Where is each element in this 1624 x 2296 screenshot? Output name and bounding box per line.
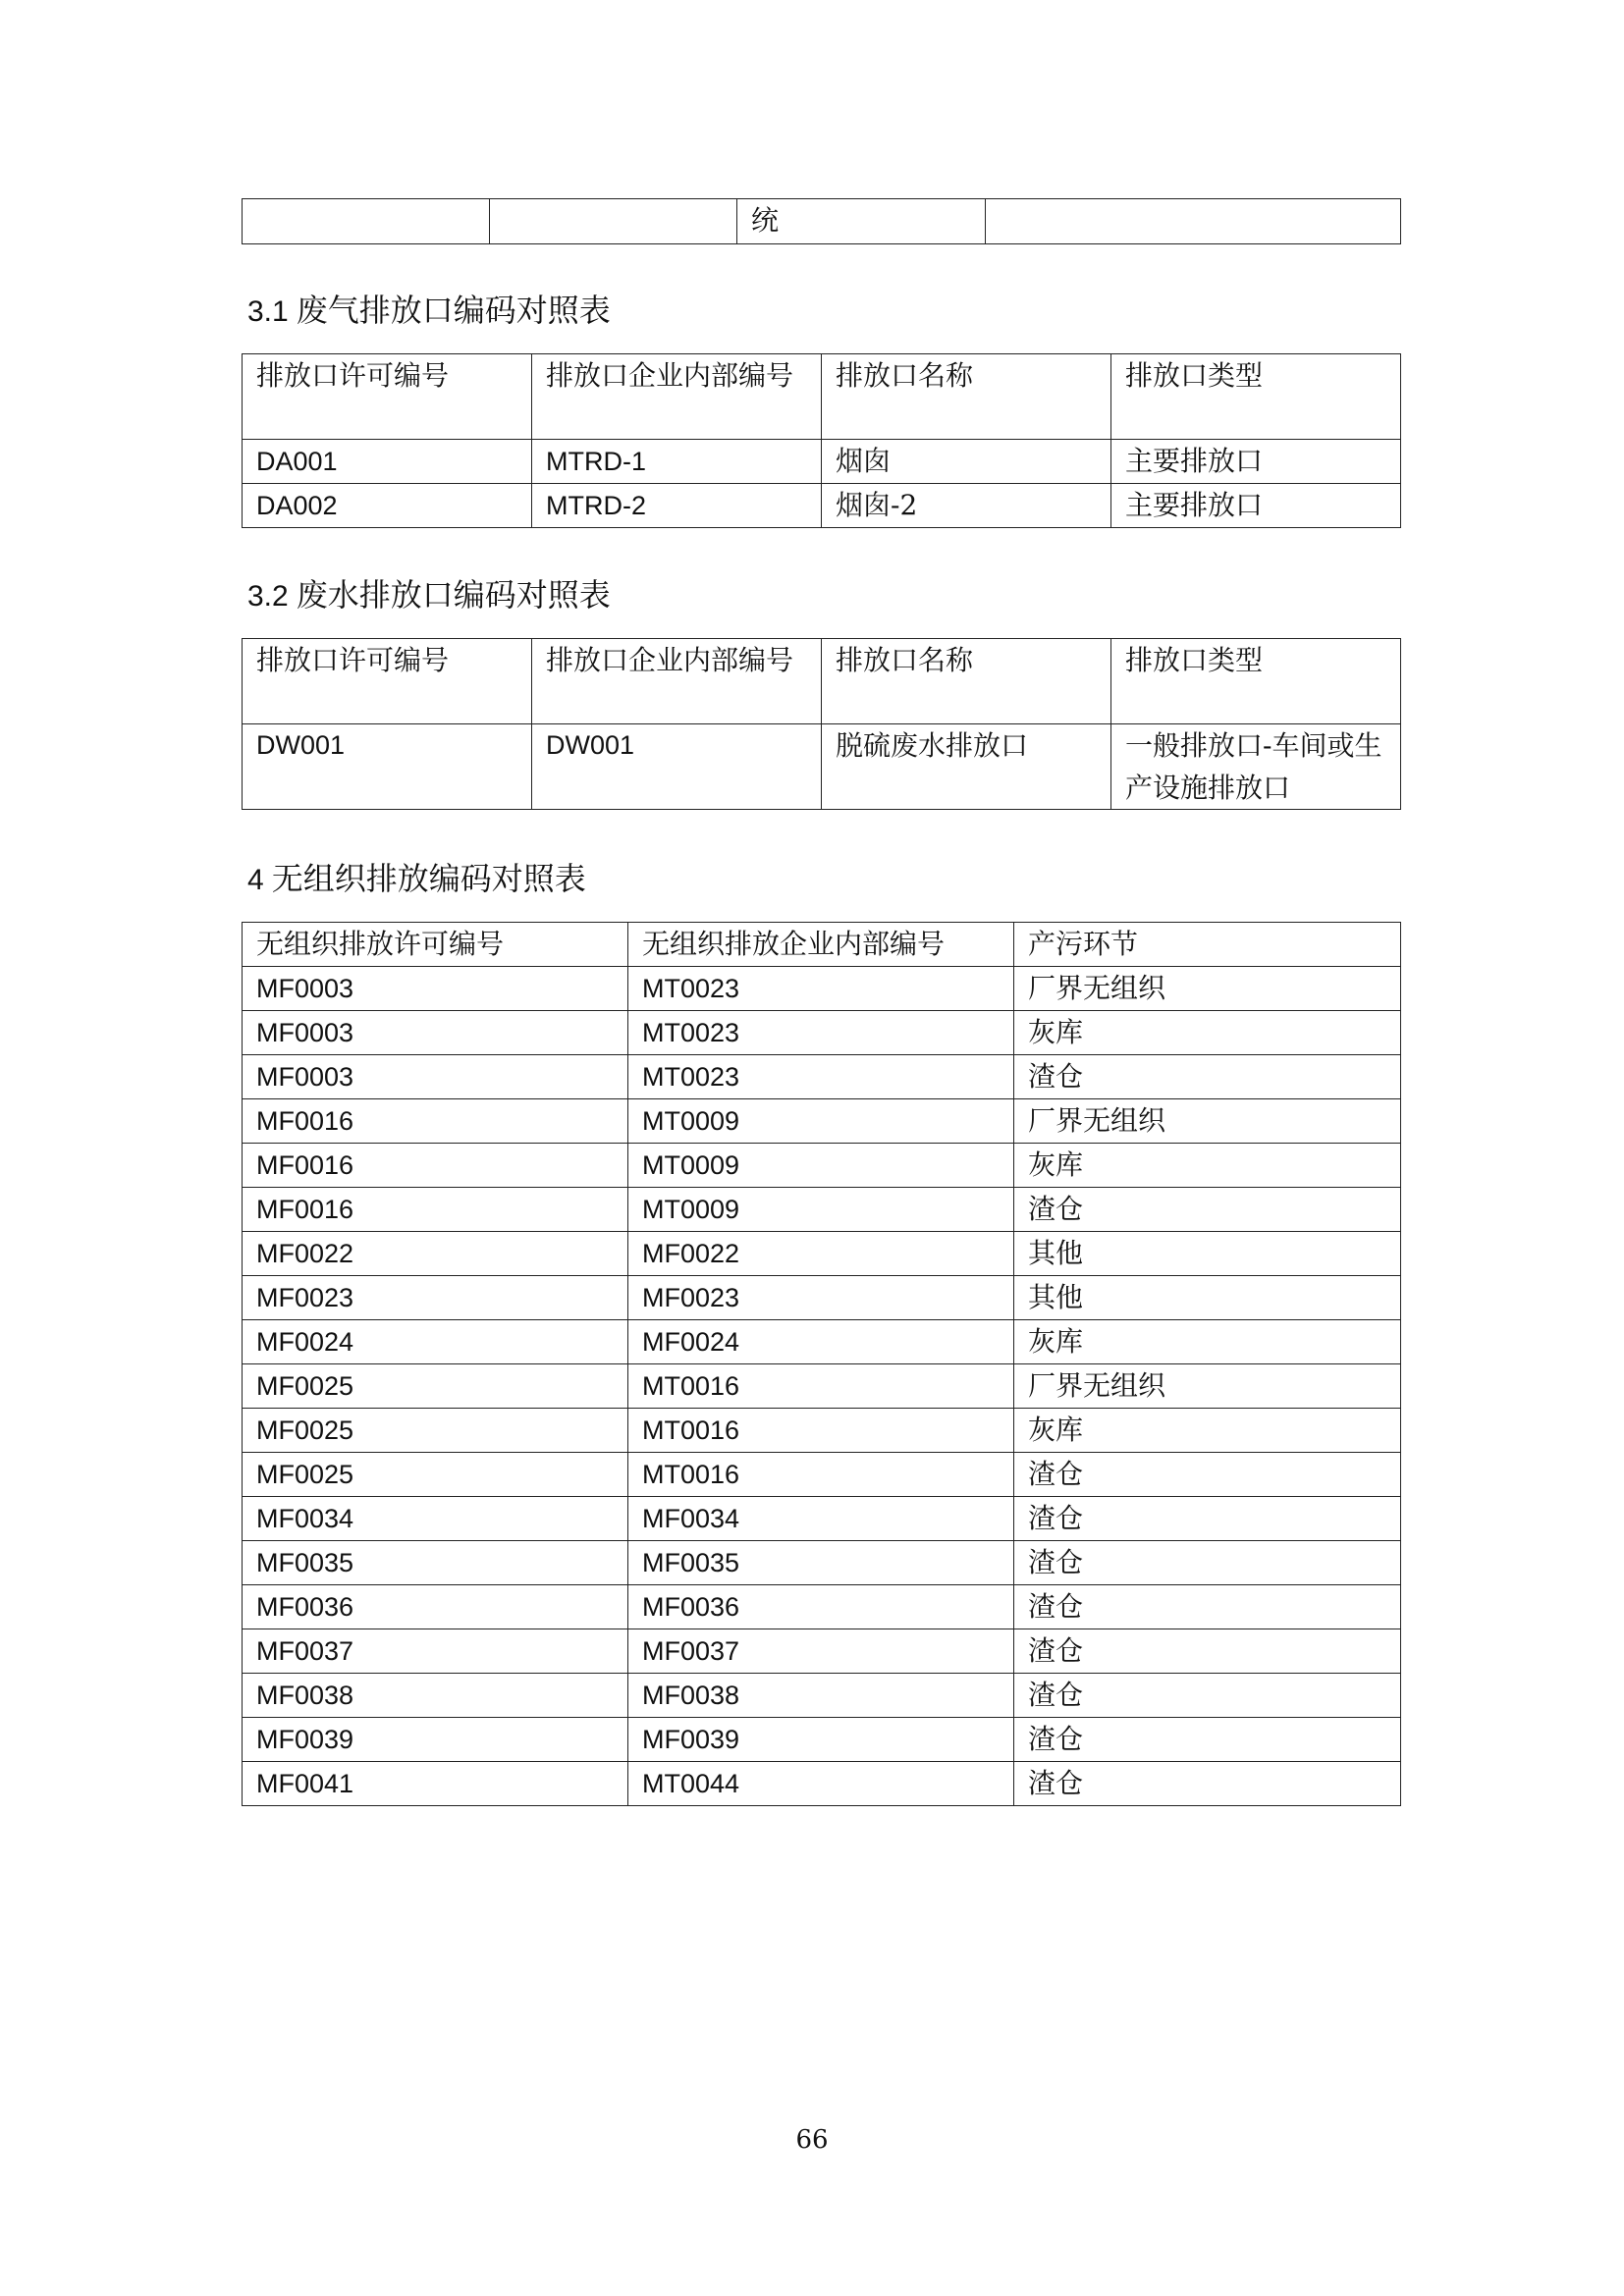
table-row xyxy=(243,967,1401,1011)
table-cell: MF0041 xyxy=(243,1762,628,1806)
section-title: 无组织排放编码对照表 xyxy=(271,860,586,897)
table-cell: MF0022 xyxy=(628,1232,1014,1276)
table-row xyxy=(243,1585,1401,1629)
table-cell: 烟囱-2 xyxy=(822,484,1111,528)
table-cell: 主要排放口 xyxy=(1111,440,1401,484)
table-row xyxy=(243,1276,1401,1320)
section-heading xyxy=(247,291,611,332)
table-cell: MT0023 xyxy=(628,1011,1014,1055)
table-cell: MT0044 xyxy=(628,1762,1014,1806)
table-row xyxy=(243,1055,1401,1099)
continuation-table xyxy=(242,198,1401,244)
table-header-row xyxy=(243,923,1401,967)
table-row xyxy=(243,1188,1401,1232)
table-cell: DA002 xyxy=(243,484,532,528)
table-cell: MF0038 xyxy=(628,1674,1014,1718)
section-number: 3.1 xyxy=(247,295,289,328)
table-cell: MT0009 xyxy=(628,1188,1014,1232)
table-cell: 灰库 xyxy=(1014,1011,1401,1055)
section-title: 废气排放口编码对照表 xyxy=(296,292,611,329)
table-cell: MF0039 xyxy=(243,1718,628,1762)
column-header: 排放口企业内部编号 xyxy=(532,639,822,724)
table-cell: MF0036 xyxy=(243,1585,628,1629)
table-row xyxy=(243,1320,1401,1364)
table-cell: MTRD-1 xyxy=(532,440,822,484)
section-number: 3.2 xyxy=(247,580,289,613)
table-cell: MF0016 xyxy=(243,1144,628,1188)
exhaust-outlet-table xyxy=(242,353,1401,528)
table-cell: 渣仓 xyxy=(1014,1718,1401,1762)
table-cell: 厂界无组织 xyxy=(1014,967,1401,1011)
table-cell: MF0039 xyxy=(628,1718,1014,1762)
table-row xyxy=(243,1629,1401,1674)
column-header: 排放口类型 xyxy=(1111,639,1401,724)
table-cell: 烟囱 xyxy=(822,440,1111,484)
page-number: 66 xyxy=(795,2125,829,2155)
column-header: 排放口名称 xyxy=(822,354,1111,440)
table-cell: MF0003 xyxy=(243,967,628,1011)
table-header-row xyxy=(243,639,1401,724)
table-cell: 统 xyxy=(737,199,986,244)
table-cell: 脱硫废水排放口 xyxy=(822,724,1111,810)
table-row xyxy=(243,1541,1401,1585)
section-heading xyxy=(247,575,611,616)
table-cell: MT0016 xyxy=(628,1453,1014,1497)
table-cell: MF0025 xyxy=(243,1364,628,1409)
table-row xyxy=(243,1674,1401,1718)
table-cell: 渣仓 xyxy=(1014,1453,1401,1497)
table-cell: DW001 xyxy=(532,724,822,810)
table-cell xyxy=(243,199,490,244)
fugitive-emission-table xyxy=(242,922,1401,1806)
table-cell: MT0009 xyxy=(628,1144,1014,1188)
table-row xyxy=(243,1099,1401,1144)
column-header: 排放口类型 xyxy=(1111,354,1401,440)
table-cell: MF0035 xyxy=(243,1541,628,1585)
table-cell: 灰库 xyxy=(1014,1409,1401,1453)
table-row xyxy=(243,1762,1401,1806)
table-row xyxy=(243,199,1401,244)
table-cell: MF0003 xyxy=(243,1055,628,1099)
table-cell: MT0023 xyxy=(628,1055,1014,1099)
table-cell: 主要排放口 xyxy=(1111,484,1401,528)
table-cell: 渣仓 xyxy=(1014,1674,1401,1718)
table-row xyxy=(243,440,1401,484)
table-cell: MF0037 xyxy=(628,1629,1014,1674)
table-cell: MT0016 xyxy=(628,1409,1014,1453)
table-cell: 渣仓 xyxy=(1014,1188,1401,1232)
table-cell: MF0022 xyxy=(243,1232,628,1276)
section-title: 废水排放口编码对照表 xyxy=(296,576,611,614)
table-cell: MF0035 xyxy=(628,1541,1014,1585)
table-cell: DA001 xyxy=(243,440,532,484)
table-cell: MF0023 xyxy=(243,1276,628,1320)
column-header: 排放口名称 xyxy=(822,639,1111,724)
table-row xyxy=(243,1497,1401,1541)
table-cell: 渣仓 xyxy=(1014,1541,1401,1585)
table-cell: MF0024 xyxy=(243,1320,628,1364)
table-cell: MF0025 xyxy=(243,1409,628,1453)
table-row xyxy=(243,1364,1401,1409)
table-cell: MF0034 xyxy=(628,1497,1014,1541)
table-cell: MTRD-2 xyxy=(532,484,822,528)
table-cell: MF0023 xyxy=(628,1276,1014,1320)
table-cell: MF0025 xyxy=(243,1453,628,1497)
table-header-row xyxy=(243,354,1401,440)
table-cell: MF0016 xyxy=(243,1188,628,1232)
table-cell: MF0003 xyxy=(243,1011,628,1055)
column-header: 排放口许可编号 xyxy=(243,639,532,724)
table-row xyxy=(243,1232,1401,1276)
table-cell: MF0034 xyxy=(243,1497,628,1541)
table-cell: MF0024 xyxy=(628,1320,1014,1364)
table-row xyxy=(243,724,1401,810)
table-cell: 渣仓 xyxy=(1014,1762,1401,1806)
table-cell xyxy=(490,199,737,244)
column-header: 排放口许可编号 xyxy=(243,354,532,440)
wastewater-outlet-table xyxy=(242,638,1401,810)
table-cell: MT0016 xyxy=(628,1364,1014,1409)
table-cell: 渣仓 xyxy=(1014,1629,1401,1674)
table-cell: 渣仓 xyxy=(1014,1497,1401,1541)
column-header: 产污环节 xyxy=(1014,923,1401,967)
table-cell: 其他 xyxy=(1014,1232,1401,1276)
table-row xyxy=(243,1409,1401,1453)
table-row xyxy=(243,484,1401,528)
table-row xyxy=(243,1011,1401,1055)
table-cell: MF0036 xyxy=(628,1585,1014,1629)
table-cell: 其他 xyxy=(1014,1276,1401,1320)
table-cell: MF0037 xyxy=(243,1629,628,1674)
table-cell xyxy=(986,199,1401,244)
table-cell: 灰库 xyxy=(1014,1144,1401,1188)
column-header: 无组织排放企业内部编号 xyxy=(628,923,1014,967)
section-number: 4 xyxy=(247,864,264,896)
table-cell: 灰库 xyxy=(1014,1320,1401,1364)
table-cell: 厂界无组织 xyxy=(1014,1364,1401,1409)
table-cell: DW001 xyxy=(243,724,532,810)
table-cell: 厂界无组织 xyxy=(1014,1099,1401,1144)
table-cell: 一般排放口-车间或生产设施排放口 xyxy=(1111,724,1401,810)
table-cell: 渣仓 xyxy=(1014,1055,1401,1099)
table-cell: MF0016 xyxy=(243,1099,628,1144)
table-row xyxy=(243,1453,1401,1497)
table-cell: 渣仓 xyxy=(1014,1585,1401,1629)
table-row xyxy=(243,1718,1401,1762)
table-cell: MT0009 xyxy=(628,1099,1014,1144)
section-heading xyxy=(247,859,586,900)
column-header: 排放口企业内部编号 xyxy=(532,354,822,440)
table-cell: MT0023 xyxy=(628,967,1014,1011)
table-cell: MF0038 xyxy=(243,1674,628,1718)
column-header: 无组织排放许可编号 xyxy=(243,923,628,967)
table-row xyxy=(243,1144,1401,1188)
